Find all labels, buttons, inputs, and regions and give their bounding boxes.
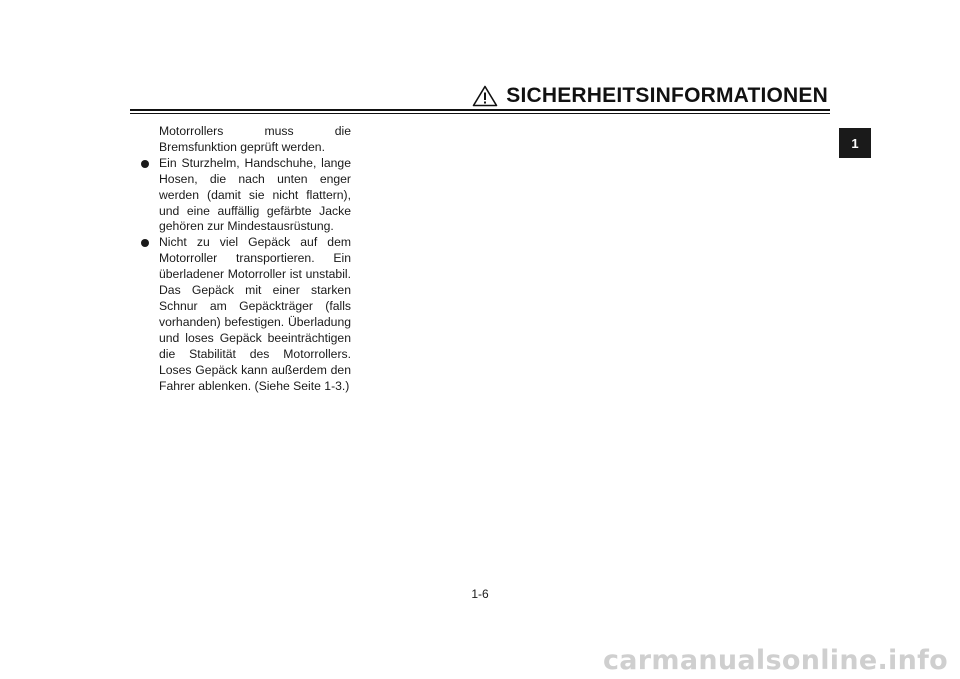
page-header — [0, 0, 960, 130]
intro-paragraph: Motorrollers muss die Bremsfunktion geprüft werden. — [159, 124, 351, 154]
header-rule-thin — [130, 113, 830, 114]
bullet-item-luggage — [133, 235, 351, 394]
warning-triangle-icon — [472, 85, 498, 107]
bullet-text: Ein Sturzhelm, Handschuhe, lange Hosen, die nach unten enger werden (damit sie nicht flattern), und eine auffällig gefärbte Jacke gehören zur Mindestausrüstung. — [159, 155, 351, 234]
page-number: 1-6 — [471, 587, 489, 601]
bullet-icon — [141, 239, 149, 247]
section-title: SICHERHEITSINFORMATIONEN — [506, 84, 828, 107]
bullet-item-protective-gear — [133, 156, 351, 236]
section-title-group — [472, 84, 828, 108]
chapter-tab-label: 1 — [851, 135, 859, 151]
watermark: carmanualsonline.info — [602, 645, 948, 676]
header-rule-thick — [130, 109, 830, 111]
main-text-column — [133, 124, 351, 394]
chapter-tab — [839, 128, 871, 158]
bullet-text: Nicht zu viel Gepäck auf dem Motorroller transportieren. Ein überladener Motorroller ist unstabil. Das Gepäck mit einer starken Schnur am Gepäckträger (falls vorhanden) befestigen. Überladung und loses Gepäck beeinträchtigen die Stabilität des Motorrollers. Loses Gepäck kann außerdem den Fahrer ablenken. (Siehe Seite 1-3.) — [159, 235, 351, 393]
bullet-icon — [141, 160, 149, 168]
